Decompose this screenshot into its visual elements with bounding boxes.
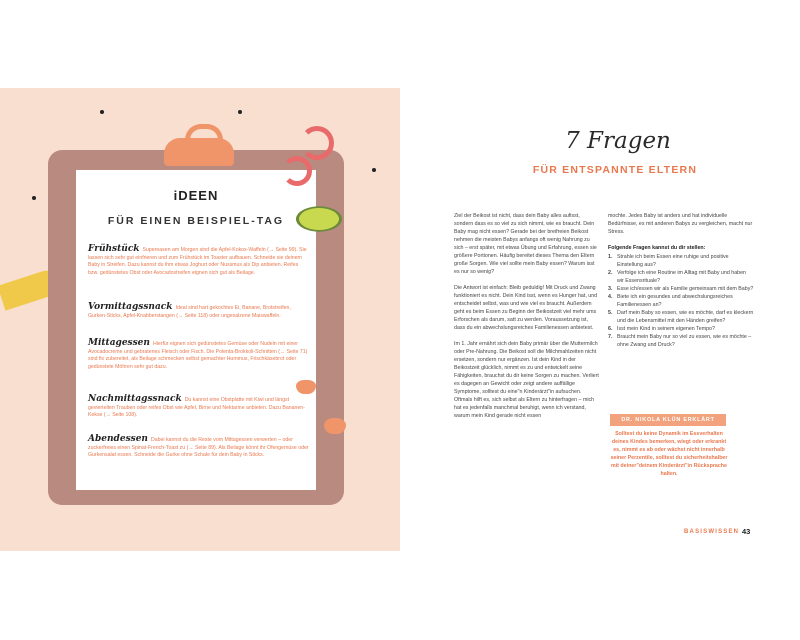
clip-icon [164, 138, 234, 166]
question-list [608, 253, 754, 349]
page-number: 43 [742, 527, 751, 536]
section-footer: BASISWISSEN [684, 529, 740, 535]
decor-dot [372, 168, 376, 172]
list-item: 3. Esse ich/essen wir als Familie gemeinsam mit dem Baby? [608, 286, 754, 292]
text-column-1 [454, 212, 600, 428]
questions-heading: Folgende Fragen kannst du dir stellen: [608, 245, 706, 251]
text-column-2 [608, 212, 754, 349]
shrimp-icon [282, 156, 312, 186]
meal-text: Supereasen am Morgen sind die Apfel-Kokos-Waffeln (→ Seite 99). Sie lassen sich sehr gut einfrieren und zum Frühstück im Toaster aufbauen. Schneide sie deinem Baby in Streifen. Dazu kannst du ihm etwas Joghurt oder Nussmus als Dip anbieten. Reifes bzw. gedünstetes Obst oder Avocadostreifen eignen sich gut als Beilage. [88, 247, 307, 276]
paragraph: Ziel der Beikost ist nicht, dass dein Baby alles aufisst, sondern dass es so viel zu sich nimmt, wie es braucht. Dein Baby mag nicht essen? Gerade bei der breifreien Beikost nehmen die meisten Babys anfangs oft wenig Nahrung zu sich – erst später, mit etwas Übung und Erfahrung, essen sie größere Portionen. Häufig bereitet dieses Thema den Eltern große Sorgen. Wie viel sollte mein Baby essen? Warum isst es nur so wenig? [454, 213, 597, 275]
list-item: 4. Biete ich ein gesundes und abwechslungsreiches Familienessen an? [608, 294, 733, 308]
meal-dinner [88, 436, 310, 460]
meal-text: Hierfür eignen sich gedünstetes Gemüse oder Nudeln mit einer Avocadocreme und gebratenes Fleisch oder Fisch. Die Polenta-Brokkoli-Schnitten (→ Seite 71) sind fix zubereitet, als Beilage schmecken selbst gemachter Hummus, Frischkäsebrot oder gedünstete Möhren sehr gut dazu. [88, 341, 308, 370]
list-item: 6. Isst mein Kind in seinem eigenen Tempo? [608, 326, 715, 332]
peach-slice-icon [324, 418, 346, 434]
meal-text: Ideal sind hart gekochtes Ei, Banane, Brotstreifen, Gurken-Sticks, Apfel-Knabberstangen (→ Seite 118) oder ungesalzene Maiswaffeln. [88, 305, 291, 319]
list-item: 1. Strahle ich beim Essen eine ruhige und positive Einstellung aus? [608, 254, 729, 268]
meal-label: Nachmittagssnack [88, 394, 182, 404]
meal-text: Dabei kannst du die Reste vom Mittagessen verwerten – oder zuckerfreies einen Spinat-French-Toast zu (→ Seite 89). Als Beilage könnt ihr Ofengemüse oder Gurkensalat essen. Schneide die Gurke ohne Schale für dein Baby in Sticks. [88, 437, 309, 459]
decor-dot [238, 110, 242, 114]
expert-tip-label: DR. NIKOLA KLÜN ERKLÄRT [610, 414, 726, 426]
list-item: 2. Verfolge ich eine Routine im Alltag mit Baby und haben wir Essensrituale? [608, 270, 746, 284]
ideas-subtitle: FÜR EINEN BEISPIEL-TAG [107, 215, 285, 227]
shrimp-icon [300, 126, 334, 160]
questions-title: 7 Fragen [565, 128, 671, 154]
list-item: 5. Darf mein Baby so essen, wie es möchte, darf es kleckern und die Lebensmittel mit den Händen greifen? [608, 310, 754, 324]
meal-lunch [88, 340, 310, 371]
meal-text: Du kannst eine Obstplatte mit Kiwi und längst geviertelten Trauben oder reifes Obst wie Apfel, Birne und Nektarine anbieten. Dazu Bananen-Kekse (→ Seite 108). [88, 397, 305, 419]
decor-dot [100, 110, 104, 114]
meal-label: Frühstück [88, 244, 140, 254]
decor-dot [32, 196, 36, 200]
paragraph: Die Antwort ist einfach: Bleib geduldig! Mit Druck und Zwang funktioniert es nicht. Dein Kind isst, wenn es Hunger hat, und entscheidet selbst, was und wie viel es braucht. Außerdem geht es beim Essen zu Beginn der Beikostzeit viel mehr ums Erforschen als darum, satt zu werden. Voraussetzung ist, dass du ein abwechslungsreiches Familienessen anbietest. [454, 285, 598, 331]
meal-breakfast [88, 246, 310, 277]
paragraph: Im 1. Jahr ernährt sich dein Baby primär über die Muttermilch oder Pre-Nahrung. Die Beikost soll die Milchmahlzeiten nicht ersetzen, sondern nur ergänzen. Ist dein Kind in der Beikostzeit glücklich, nimmt es zu und entwickelt seine Fähigkeiten, brauchst du dir keine Sorgen zu machen. Verliert es dagegen an Gewicht oder zeigt andere auffällige Symptome, solltest du eine"n Kinderärzt"in aufsuchen. Oftmals hilft es, sich selbst als Eltern zu hinterfragen – mich hat es jedenfalls manchmal beruhigt, wenn ich verstand, warum mein Kind gerade nicht essen [454, 341, 599, 419]
ideas-title: iDEEN [173, 188, 219, 203]
meal-label: Abendessen [88, 434, 148, 444]
list-item: 7. Braucht mein Baby nur so viel zu essen, wie es möchte – ohne Zwang und Druck? [608, 334, 752, 348]
questions-subtitle: FÜR ENTSPANNTE ELTERN [532, 164, 698, 176]
meal-label: Mittagessen [88, 338, 150, 348]
meal-label: Vormittagssnack [88, 302, 173, 312]
meal-afternoon-snack [88, 396, 310, 420]
paragraph: mochte. Jedes Baby ist anders und hat individuelle Bedürfnisse, es mit anderen Babys zu vergleichen, macht nur Stress. [608, 213, 753, 235]
expert-tip-text: Solltest du keine Dynamik im Essverhalten deines Kindes bemerken, wiegt oder erkrankt es, nimmt es ab oder wächst nicht innerhalb seiner Perzentile, solltest du sicherheitshalber mit deiner"deinem Kinderärzt"in Rücksprache halten. [610, 431, 728, 477]
meal-morning-snack [88, 304, 310, 320]
peach-slice-icon [296, 380, 316, 394]
